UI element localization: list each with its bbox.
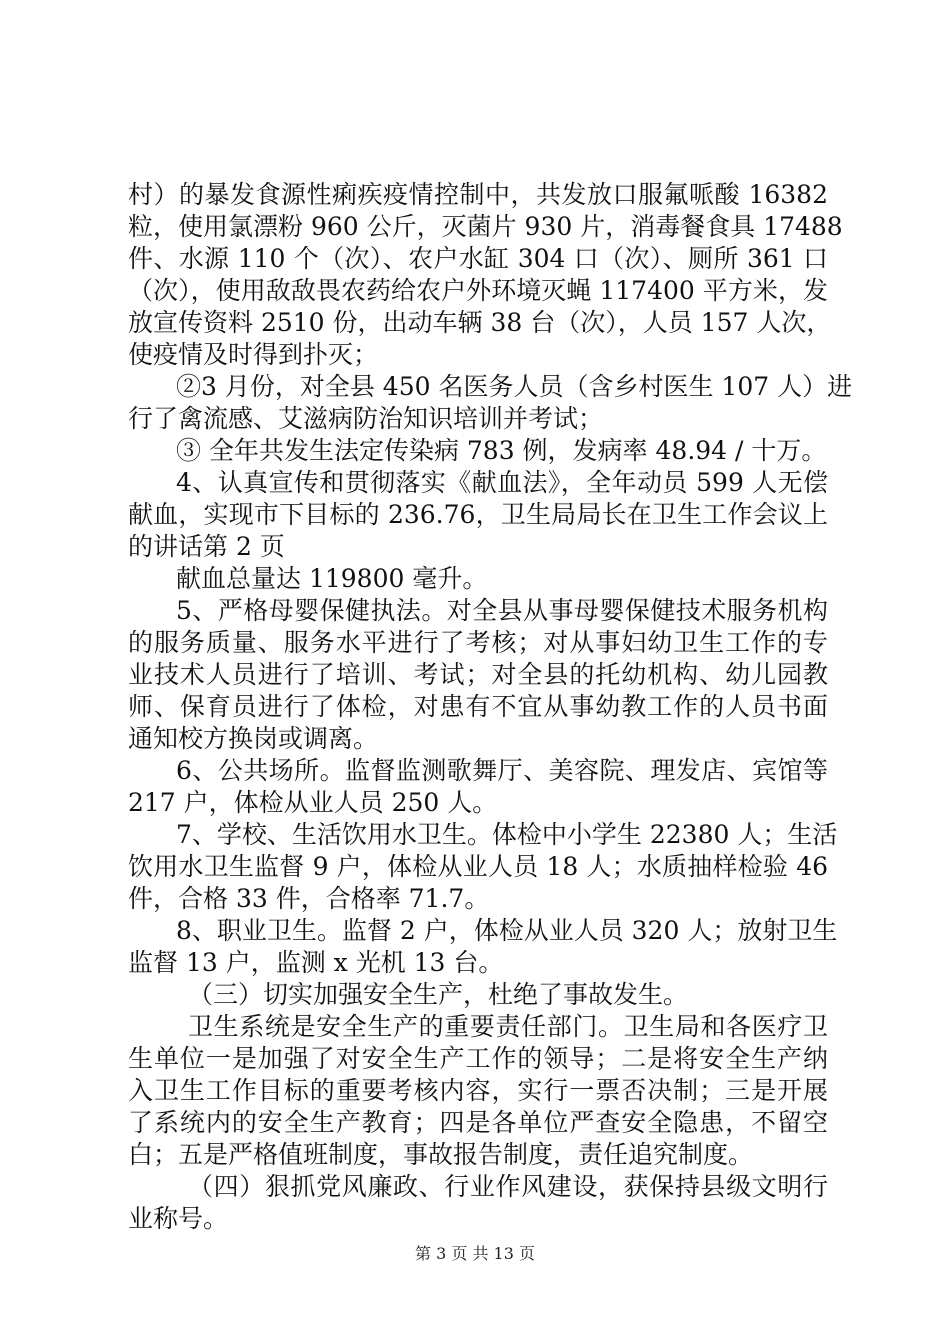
text-line: 217 户，体检从业人员 250 人。 — [128, 788, 498, 817]
text-line: 饮用水卫生监督 9 户，体检从业人员 18 人；水质抽样检验 46 — [128, 852, 828, 881]
page-footer: 第 3 页 共 13 页 — [415, 1244, 535, 1263]
text-line: 通知校方换岗或调离。 — [128, 724, 379, 753]
text-line: 业技术人员进行了培训、考试；对全县的托幼机构、幼儿园教 — [128, 660, 828, 689]
text-line: 生单位一是加强了对安全生产工作的领导；二是将安全生产纳 — [128, 1044, 828, 1073]
section-heading: （三）切实加强安全生产，杜绝了事故发生。 — [188, 980, 689, 1009]
text-line: ②3 月份，对全县 450 名医务人员（含乡村医生 107 人）进 — [176, 372, 853, 401]
text-line: 业称号。 — [128, 1204, 229, 1233]
text-line: 师、保育员进行了体检，对患有不宜从事幼教工作的人员书面 — [128, 692, 828, 721]
text-line: 献血总量达 119800 毫升。 — [176, 564, 488, 593]
text-line: 入卫生工作目标的重要考核内容，实行一票否决制；三是开展 — [128, 1076, 828, 1105]
text-line: 7、学校、生活饮用水卫生。体检中小学生 22380 人；生活 — [176, 820, 838, 849]
text-line: 卫生系统是安全生产的重要责任部门。卫生局和各医疗卫 — [188, 1012, 828, 1041]
text-line: 村）的暴发食源性痢疾疫情控制中，共发放口服氟哌酸 16382 — [128, 180, 828, 209]
text-line: 粒，使用氯漂粉 960 公斤，灭菌片 930 片，消毒餐食具 17488 — [128, 212, 843, 241]
text-line: 8、职业卫生。监督 2 户，体检从业人员 320 人；放射卫生 — [176, 916, 838, 945]
text-line: 4、认真宣传和贯彻落实《献血法》，全年动员 599 人无偿 — [176, 468, 828, 497]
text-line: 的讲话第 2 页 — [128, 532, 285, 561]
text-line: 件，合格 33 件，合格率 71.7。 — [128, 884, 490, 913]
text-line: 件、水源 110 个（次）、农户水缸 304 口（次）、厕所 361 口 — [128, 244, 828, 273]
section-heading: （四）狠抓党风廉政、行业作风建设，获保持县级文明行 — [188, 1172, 828, 1201]
text-line: 使疫情及时得到扑灭； — [128, 340, 379, 369]
text-line: 了系统内的安全生产教育；四是各单位严查安全隐患，不留空 — [128, 1108, 828, 1137]
text-line: 监督 13 户，监测 x 光机 13 台。 — [128, 948, 504, 977]
text-line: 5、严格母婴保健执法。对全县从事母婴保健技术服务机构 — [176, 596, 828, 625]
text-line: ③ 全年共发生法定传染病 783 例，发病率 48.94 / 十万。 — [176, 436, 827, 465]
text-line: 献血，实现市下目标的 236.76，卫生局局长在卫生工作会议上 — [128, 500, 828, 529]
text-line: 放宣传资料 2510 份，出动车辆 38 台（次），人员 157 人次， — [128, 308, 832, 337]
text-line: 的服务质量、服务水平进行了考核；对从事妇幼卫生工作的专 — [128, 628, 828, 657]
text-line: 白；五是严格值班制度，事故报告制度，责任追究制度。 — [128, 1140, 754, 1169]
text-line: 6、公共场所。监督监测歌舞厅、美容院、理发店、宾馆等 — [176, 756, 828, 785]
text-line: （次），使用敌敌畏农药给农户外环境灭蝇 117400 平方米，发 — [128, 276, 828, 305]
text-line: 行了禽流感、艾滋病防治知识培训并考试； — [128, 404, 604, 433]
